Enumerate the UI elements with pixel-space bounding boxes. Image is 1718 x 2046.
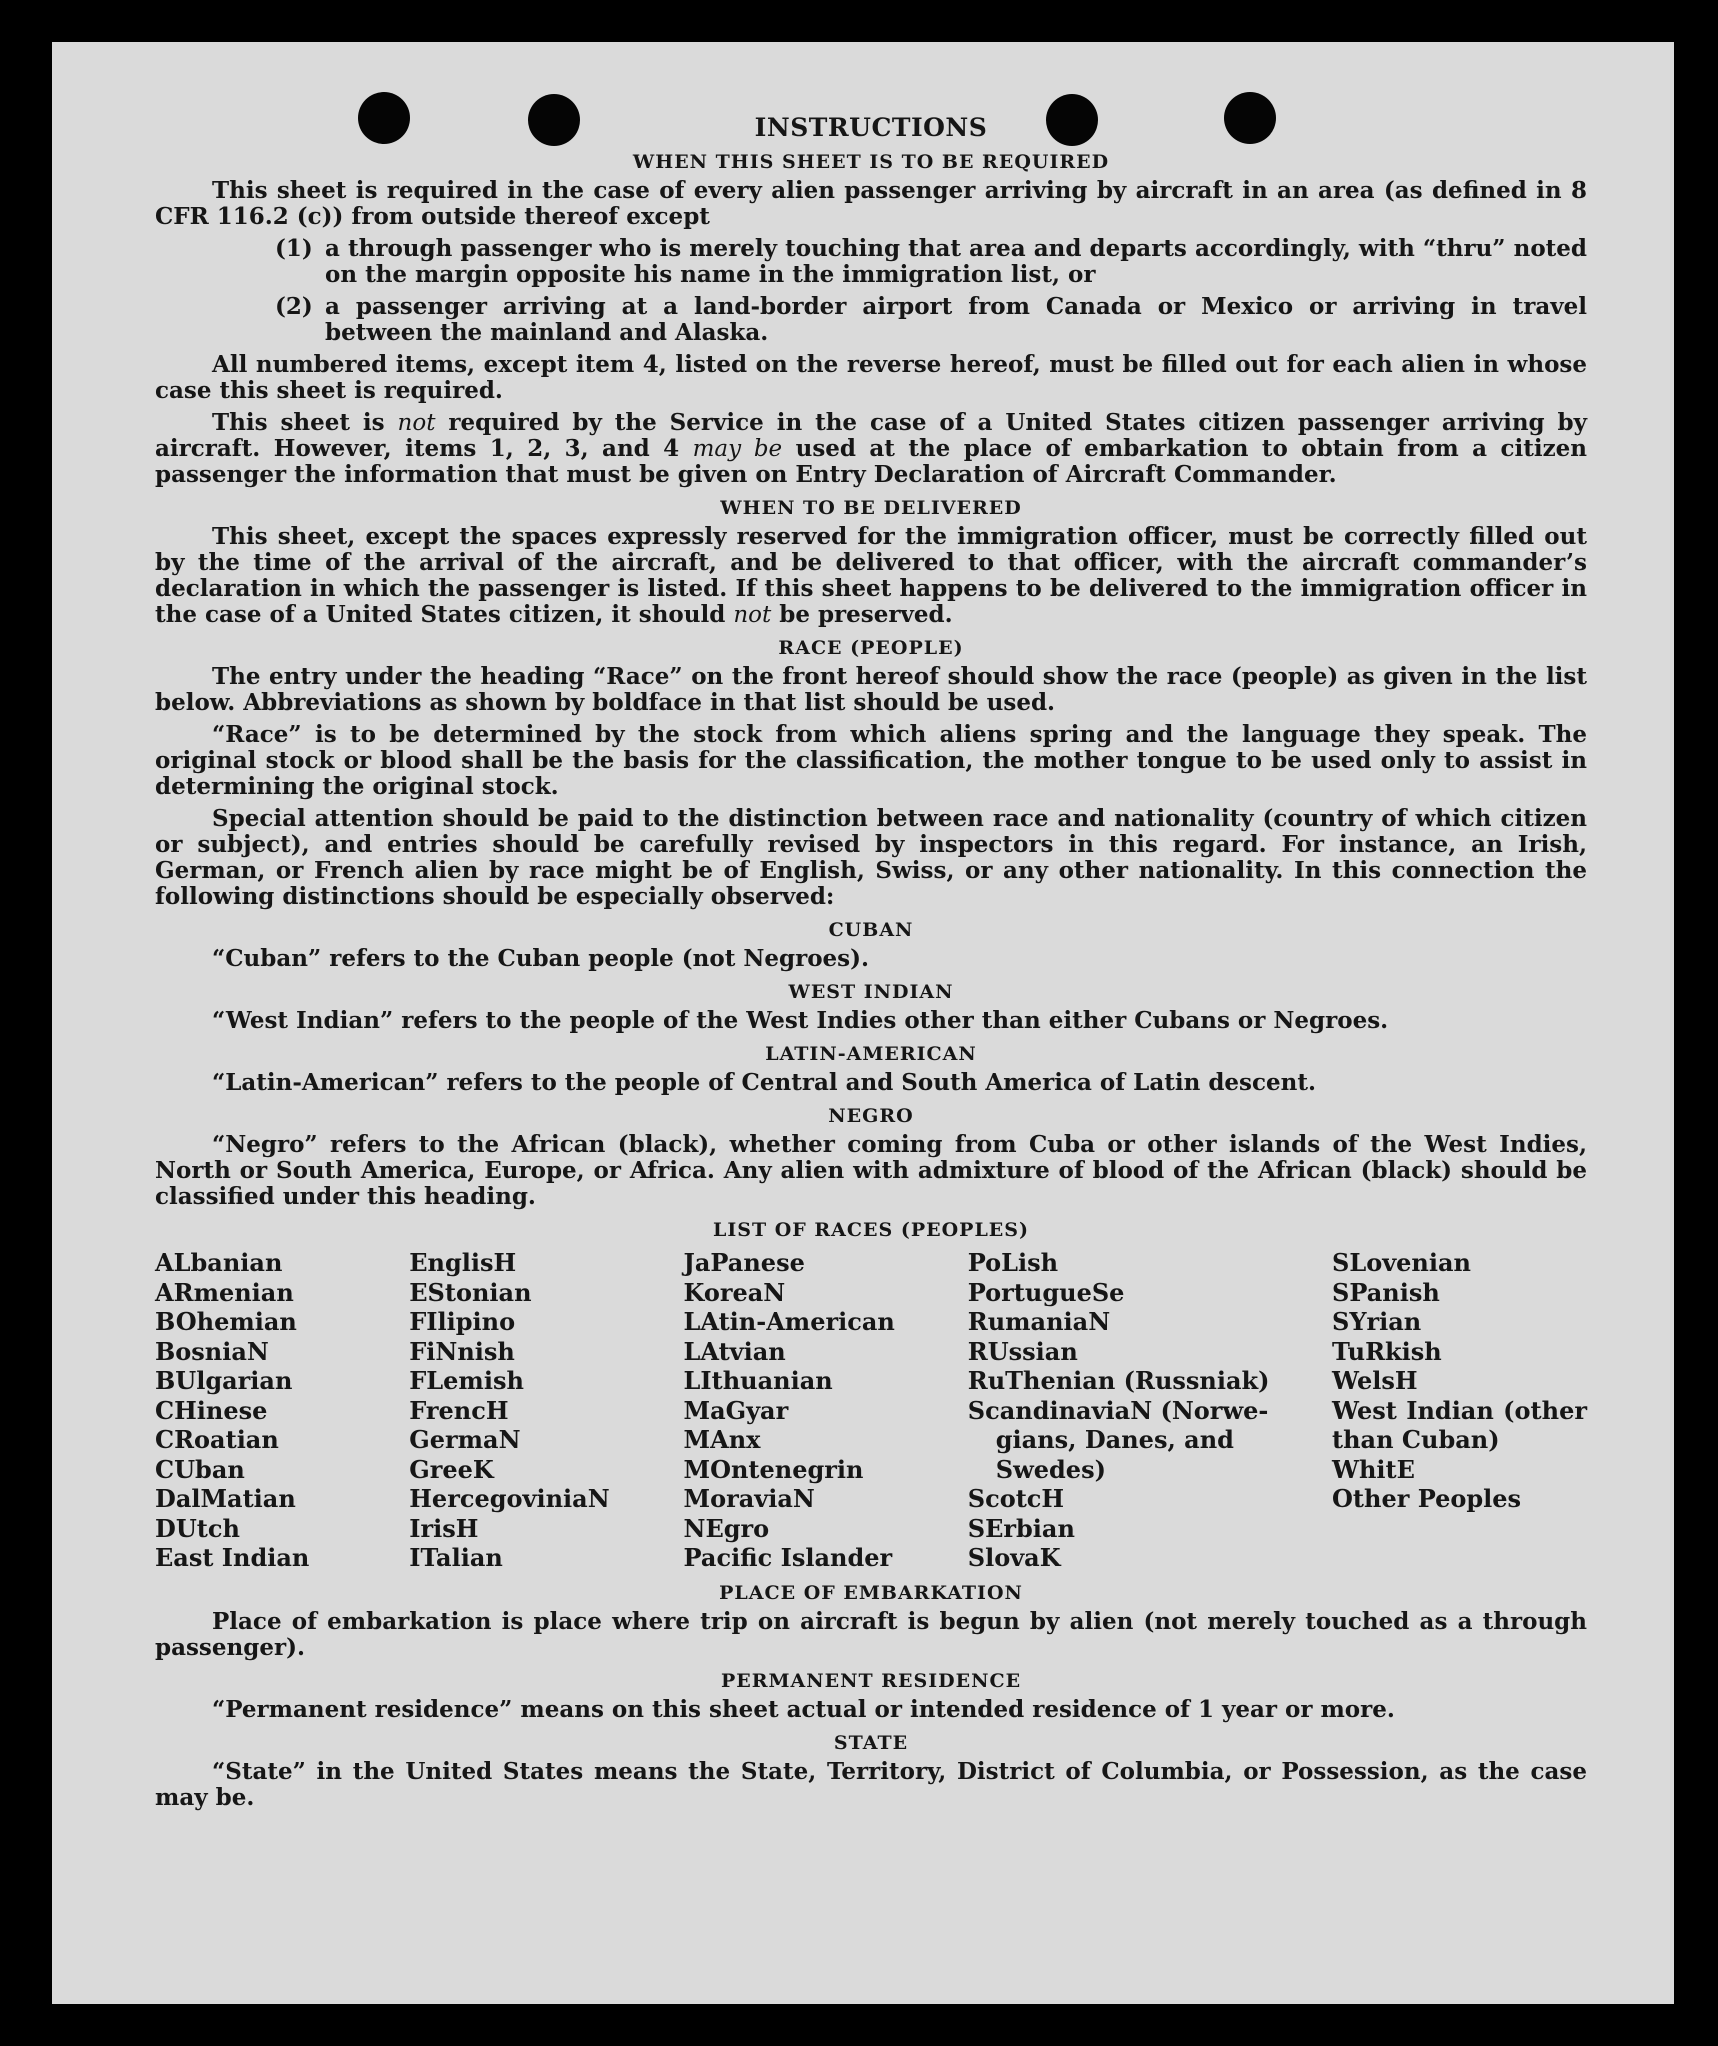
race-item: EStonian — [409, 1277, 532, 1307]
race-item: West Indian (other than Cuban) — [1332, 1395, 1587, 1454]
race-item: BosniaN — [155, 1336, 269, 1366]
section-heading-embarkation: PLACE OF EMBARKATION — [719, 1581, 1023, 1604]
section-heading-delivered: WHEN TO BE DELIVERED — [720, 497, 1022, 519]
race-column — [1332, 1248, 1587, 1573]
race-item: EnglisH — [409, 1248, 517, 1277]
section-heading-west-indian: WEST INDIAN — [788, 981, 954, 1003]
all-items-paragraph: All numbered items, except item 4, listed on the reverse hereof, must be filled out for each alien in whose case this sheet is required. — [155, 351, 1587, 404]
race-item: GermaN — [409, 1425, 521, 1454]
race-item: DalMatian — [155, 1484, 296, 1513]
race-item: SPanish — [1332, 1277, 1440, 1307]
instructions-body — [155, 114, 1587, 1817]
required-intro: This sheet is required in the case of every alien passenger arriving by aircraft in an area (as defined in 8 CFR 116.2 (c)) from outside thereof except — [155, 177, 1587, 230]
race-column — [409, 1248, 679, 1573]
race-item: East Indian — [155, 1543, 310, 1572]
race-item: RumaniaN — [967, 1307, 1111, 1336]
race-item: BOhemian — [155, 1307, 297, 1336]
race-item-continued: gians, Danes, and — [995, 1425, 1234, 1454]
state-definition: “State” in the United States means the State, Territory, District of Columbia, or Possession, as the case may be. — [155, 1757, 1587, 1811]
residence-definition: “Permanent residence” means on this sheet actual or intended residence of 1 year or more. — [212, 1695, 1395, 1723]
citizen-paragraph: This sheet is not required by the Service in the case of a United States citizen passenger arriving by aircraft. However, items 1, 2, 3, and 4 may be used at the place of embarkation to obtain from a citizen passenger the information that must be given on Entry Declaration of Aircraft Commander. — [155, 409, 1588, 488]
race-item: MaGyar — [683, 1395, 789, 1425]
race-item: FLemish — [409, 1366, 524, 1395]
page-title: INSTRUCTIONS — [754, 113, 988, 142]
section-heading-residence: PERMANENT RESIDENCE — [720, 1669, 1022, 1692]
race-paragraph: Special attention should be paid to the distinction between race and nationality (country of which citizen or subject), and entries should be carefully revised by inspectors in this regard. For instance, an Irish, German, or French alien by race might be of English, Swiss, or any other nationality. In this connection the following distinctions should be especially observed: — [155, 805, 1587, 910]
race-column — [155, 1248, 405, 1573]
race-item: GreeK — [409, 1454, 494, 1484]
latin-american-definition: “Latin-American” refers to the people of Central and South America of Latin descent. — [212, 1069, 1316, 1096]
race-item: SlovaK — [967, 1543, 1061, 1572]
race-item: MoraviaN — [683, 1484, 815, 1513]
race-item: ITalian — [409, 1543, 503, 1572]
race-item: BUlgarian — [155, 1366, 293, 1395]
race-item: LAtvian — [683, 1336, 786, 1366]
section-heading-latin-american: LATIN-AMERICAN — [765, 1043, 977, 1065]
race-item: JaPanese — [683, 1248, 805, 1277]
delivered-paragraph: This sheet, except the spaces expressly reserved for the immigration officer, must be correctly filled out by the time of the arrival of the aircraft, and be delivered to that officer, with the aircraft commander’s declaration in which the passenger is listed. If this sheet happens to be delivered to the immigration officer in the case of a United States citizen, it should not be preserved. — [155, 523, 1587, 628]
race-paragraph: “Race” is to be determined by the stock from which aliens spring and the language they speak. The original stock or blood shall be the basis for the classification, the mother tongue to be used only to assist in determining the original stock. — [155, 721, 1587, 800]
cuban-definition: “Cuban” refers to the Cuban people (not Negroes). — [212, 945, 870, 972]
race-item: RuThenian (Russniak) — [967, 1366, 1270, 1395]
race-paragraph: The entry under the heading “Race” on the front hereof should show the race (people) as given in the list below. Abbreviations as shown by boldface in that list should be used. — [155, 663, 1587, 716]
race-column — [684, 1248, 964, 1573]
west-indian-definition: “West Indian” refers to the people of the West Indies other than either Cubans or Negroes. — [212, 1007, 1389, 1034]
document-page — [52, 42, 1674, 2004]
section-heading-cuban: CUBAN — [828, 919, 914, 941]
race-item: Other Peoples — [1332, 1484, 1522, 1513]
race-item: PortugueSe — [967, 1277, 1125, 1307]
race-item: SLovenian — [1332, 1248, 1471, 1277]
negro-definition: “Negro” refers to the African (black), whether coming from Cuba or other islands of the West Indies, North or South America, Europe, or Africa. Any alien with admixture of blood of the African (black) should be classified under this heading. — [155, 1131, 1587, 1210]
race-item: NEgro — [683, 1513, 770, 1543]
race-item: ScandinaviaN (Norwe- — [967, 1395, 1269, 1425]
race-item: RUssian — [967, 1336, 1078, 1366]
section-heading-list-of-races: LIST OF RACES (PEOPLES) — [713, 1219, 1029, 1241]
section-heading-negro: NEGRO — [828, 1105, 914, 1127]
race-item: MOntenegrin — [683, 1454, 864, 1484]
race-item: SYrian — [1332, 1307, 1422, 1336]
race-item: FiNnish — [409, 1336, 515, 1366]
race-column — [968, 1248, 1328, 1573]
race-item: SErbian — [967, 1513, 1075, 1543]
race-item: CUban — [155, 1454, 245, 1484]
race-item: ALbanian — [155, 1248, 283, 1277]
race-item: FIlipino — [409, 1307, 516, 1336]
race-item: CHinese — [155, 1395, 268, 1425]
race-item: HercegoviniaN — [409, 1484, 610, 1513]
race-item: FrencH — [409, 1395, 509, 1425]
race-item: TuRkish — [1332, 1336, 1442, 1366]
race-item: CRoatian — [155, 1425, 279, 1454]
race-item: LAtin-American — [683, 1307, 895, 1336]
race-item: WhitE — [1332, 1454, 1415, 1484]
race-item: ARmenian — [155, 1277, 294, 1307]
race-item: PoLish — [967, 1248, 1059, 1277]
race-item: Pacific Islander — [683, 1543, 893, 1572]
race-item: ScotcH — [967, 1484, 1065, 1513]
race-item: IrisH — [409, 1513, 479, 1543]
exception-item: (2) a passenger arriving at a land-border airport from Canada or Mexico or arriving in travel between the mainland and Alaska. — [275, 293, 1587, 346]
exception-item: (1) a through passenger who is merely touching that area and departs accordingly, with “thru” noted on the margin opposite his name in the immigration list, or — [275, 235, 1587, 288]
embarkation-definition: Place of embarkation is place where trip on aircraft is begun by alien (not merely touched as a through passenger). — [155, 1607, 1587, 1661]
race-item-continued: Swedes) — [995, 1454, 1106, 1484]
race-item: WelsH — [1332, 1366, 1418, 1395]
section-heading-state: STATE — [833, 1731, 909, 1754]
race-list — [155, 1248, 1587, 1573]
race-item: DUtch — [155, 1513, 240, 1543]
race-item: LIthuanian — [683, 1366, 833, 1395]
race-item: KoreaN — [683, 1277, 786, 1307]
section-heading-required: WHEN THIS SHEET IS TO BE REQUIRED — [632, 151, 1110, 173]
race-item: MAnx — [683, 1425, 761, 1454]
section-heading-race: RACE (PEOPLE) — [778, 637, 964, 659]
